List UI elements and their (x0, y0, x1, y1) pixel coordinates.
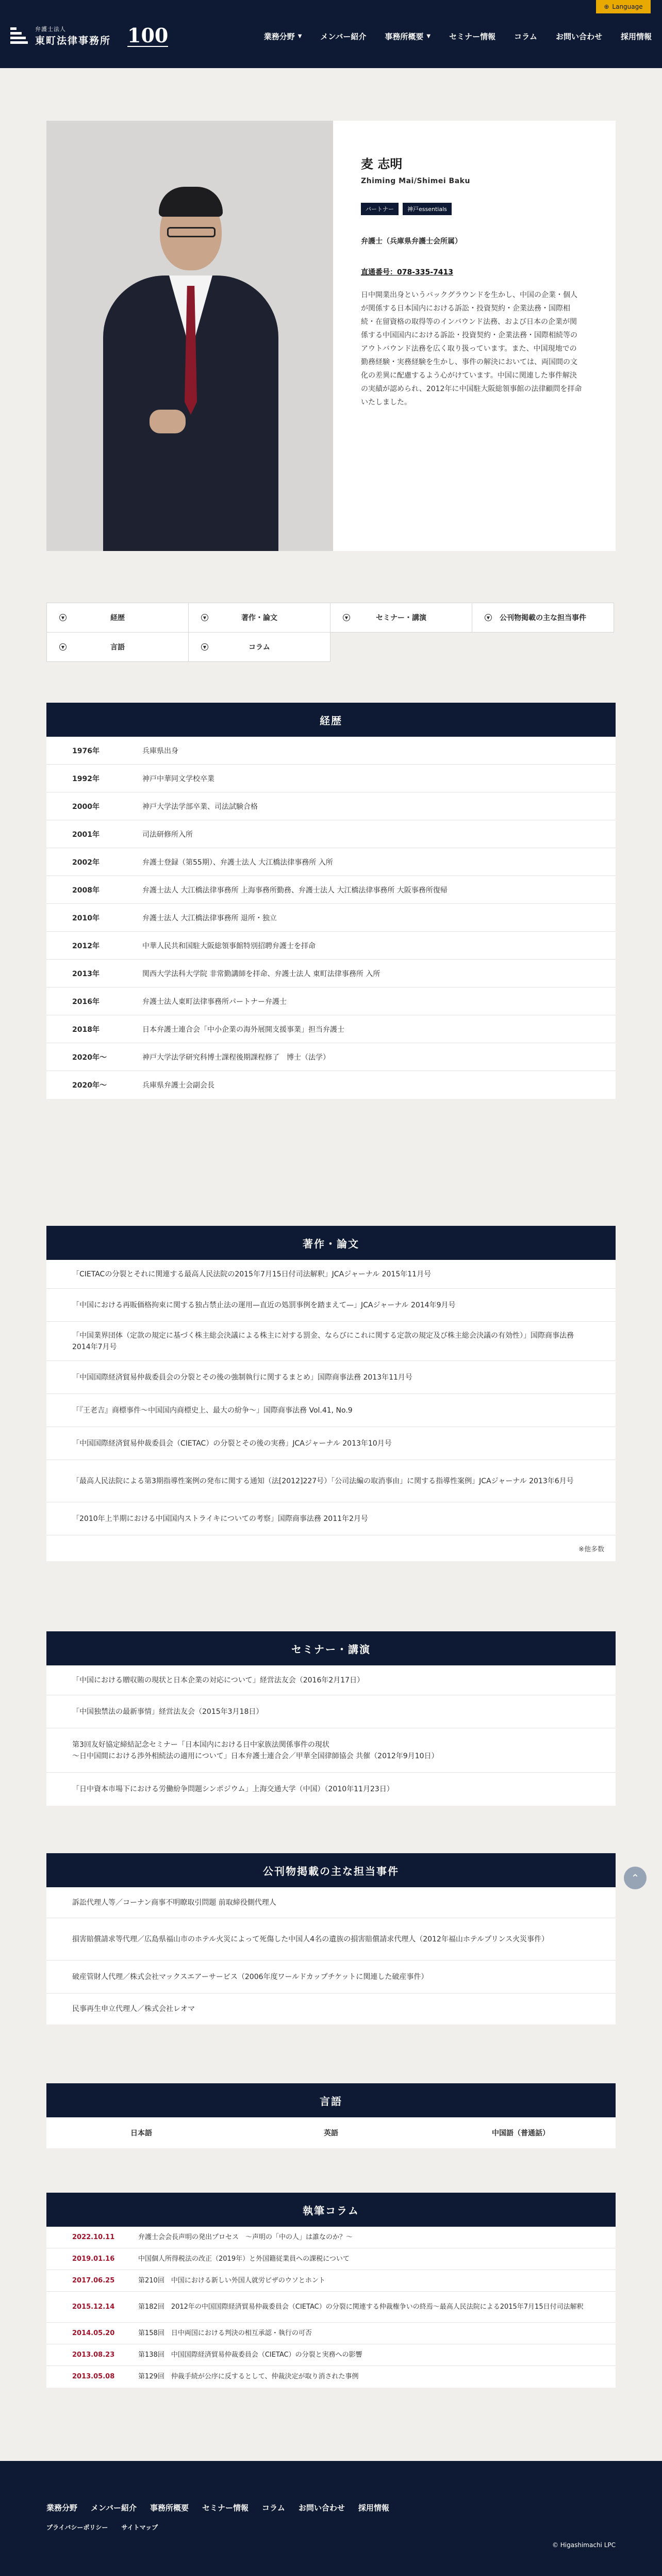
arrow-down-circle-icon: ▼ (485, 614, 492, 621)
column-title: 中国個人所得税法の改正（2019年）と外国籍従業員への課税について (138, 2255, 350, 2263)
column-link[interactable] (46, 2270, 616, 2292)
list-item: 訴訟代理人等／コーナン商事不明瞭取引問題 前取締役側代理人 (46, 1887, 616, 1918)
arrow-down-circle-icon: ▼ (343, 614, 350, 621)
columns-section (46, 2193, 616, 2388)
column-date: 2019.01.16 (72, 2255, 115, 2263)
logo-subtitle: 弁護士法人 (35, 26, 66, 33)
footer-link[interactable]: 事務所概要 (150, 2503, 189, 2513)
column-date: 2017.06.25 (72, 2276, 115, 2285)
section-title: 著作・論文 (46, 1226, 616, 1260)
footer-link[interactable]: お問い合わせ (298, 2503, 345, 2513)
profile-card (46, 121, 616, 551)
profile-tel-link[interactable]: 直通番号：078-335-7413 (361, 268, 454, 277)
arrow-down-circle-icon: ▼ (59, 643, 67, 651)
column-link[interactable] (46, 2344, 616, 2366)
tab-seminars[interactable]: ▼ セミナー・講演 (330, 603, 472, 633)
list-item: 「中国における贈収賄の現状と日本企業の対応について」経営法友会（2016年2月17日） (46, 1665, 616, 1695)
column-link[interactable] (46, 2323, 616, 2344)
footer-link[interactable]: セミナー情報 (202, 2503, 249, 2513)
footer-link[interactable]: 業務分野 (46, 2503, 78, 2513)
career-row: 2012年 中華人民共和国駐大阪総領事館特別招聘弁護士を拝命 (46, 932, 616, 960)
column-title: 第138回 中国国際経済貿易仲裁委員会（CIETAC）の分裂と実務への影響 (138, 2351, 362, 2359)
column-link[interactable] (46, 2366, 616, 2388)
career-row: 2020年～ 兵庫県弁護士会副会長 (72, 1081, 214, 1090)
globe-icon: ⊕ (604, 3, 609, 10)
column-title: 第129回 仲裁手続が公序に反するとして、仲裁決定が取り消された事例 (138, 2373, 359, 2380)
chevron-down-icon: ▼ (297, 34, 302, 39)
footer-link[interactable]: 採用情報 (358, 2503, 389, 2513)
sitemap-link[interactable]: サイトマップ (121, 2524, 158, 2531)
column-title: 第210回 中国における新しい外国人就労ビザのウソとホント (138, 2276, 325, 2285)
language-label: Language (612, 3, 643, 10)
footer-link[interactable]: コラム (262, 2503, 285, 2513)
list-item: 「中国における再販価格拘束に関する独占禁止法の運用—直近の処罰事例を踏まえて—」JCAジャーナル 2014年9月号 (46, 1289, 616, 1322)
list-item: 民事再生申立代理人／株式会社レオマ (72, 2005, 195, 2013)
nav-business[interactable]: 業務分野 ▼ (263, 32, 302, 41)
publications-section (46, 1226, 616, 1561)
language-item: 英語 (324, 2129, 338, 2137)
footer-nav (46, 2502, 389, 2513)
career-row: 2001年 司法研修所入所 (46, 820, 616, 848)
scroll-to-top-button[interactable] (624, 1867, 647, 1889)
career-row: 1992年 神戸中華同文学校卒業 (46, 765, 616, 792)
career-section (46, 703, 616, 1099)
column-date: 2014.05.20 (72, 2329, 115, 2337)
lawyer-photo (46, 121, 333, 551)
profile-name-en: Zhiming Mai/Shimei Baku (361, 177, 470, 185)
column-link[interactable] (46, 2292, 616, 2323)
career-row: 2018年 日本弁護士連合会「中小企業の海外展開支援事業」担当弁護士 (46, 1015, 616, 1043)
list-item: 「中国国際経済貿易仲裁委員会（CIETAC）の分裂とその後の実務」JCAジャーナル 2013年10月号 (46, 1427, 616, 1460)
tab-career[interactable]: ▼ 経歴 (46, 603, 189, 633)
nav-seminars[interactable]: セミナー情報 (449, 32, 496, 41)
career-row: 2008年 弁護士法人 大江橋法律事務所 上海事務所勤務、弁護士法人 大江橋法律事務所 大阪事務所復帰 (46, 876, 616, 904)
tag-kobe-resident: 神戸essentials (403, 203, 452, 215)
arrow-up-icon: ⌃ (631, 1872, 640, 1884)
section-title: 公刊物掲載の主な担当事件 (46, 1853, 616, 1887)
cases-section (46, 1853, 616, 2024)
logo-mark-icon (10, 26, 28, 46)
list-item: 第3回友好協定締結記念セミナー「日本国内における日中家族法関係事件の現状 〜日中国間における渉外相続法の適用について」日本弁護士連合会／甲華全国律師協会 共催（2012年9月10日） (46, 1728, 616, 1773)
column-title: 弁護士会会長声明の発出プロセス 〜声明の「中の人」は誰なのか？〜 (138, 2233, 353, 2241)
languages-section (46, 2083, 616, 2148)
list-item: 「最高人民法院による第3期指導性案例の発布に関する通知（法[2012]227号）「公司法編の取消事由」に関する指導性案例」JCAジャーナル 2013年6月号 (46, 1460, 616, 1502)
list-item: 「『王老吉』商標事件〜中国国内商標史上、最大の紛争〜」国際商事法務 Vol.41, No.9 (46, 1394, 616, 1427)
section-title: 執筆コラム (46, 2193, 616, 2227)
chevron-down-icon: ▼ (426, 34, 431, 39)
column-title: 第158回 日中両国における判決の相互承認・執行の可否 (138, 2329, 312, 2337)
arrow-down-circle-icon: ▼ (59, 614, 67, 621)
more-note: ※他多数 (578, 1546, 604, 1553)
site-logo[interactable] (10, 25, 168, 47)
language-item: 日本語 (130, 2129, 152, 2137)
list-item: 「CIETACの分裂とそれに関連する最高人民法院の2015年7月15日付司法解釈」JCAジャーナル 2015年11月号 (46, 1260, 616, 1289)
privacy-policy-link[interactable]: プライバシーポリシー (46, 2524, 108, 2531)
global-nav (264, 31, 652, 42)
list-item: 「2010年上半期における中国国内ストライキについての考察」国際商事法務 2011年2月号 (46, 1502, 616, 1535)
site-footer (0, 2461, 662, 2576)
site-header (0, 0, 662, 68)
anchor-tabs (46, 603, 616, 661)
tab-columns[interactable]: ▼ コラム (188, 632, 330, 662)
column-date: 2013.08.23 (72, 2351, 115, 2359)
tab-publications[interactable]: ▼ 著作・論文 (188, 603, 330, 633)
career-row: 1976年 兵庫県出身 (46, 737, 616, 765)
list-item: 「中国独禁法の最新事情」経営法友会（2015年3月18日） (46, 1695, 616, 1728)
tab-languages[interactable]: ▼ 言語 (46, 632, 189, 662)
arrow-down-circle-icon: ▼ (201, 643, 208, 651)
career-row: 2002年 弁護士登録（第55期）、弁護士法人 大江橋法律事務所 入所 (46, 848, 616, 876)
nav-contact[interactable]: お問い合わせ (555, 32, 602, 41)
list-item: 損害賠償請求等代理／広島県福山市のホテル火災によって死傷した中国人4名の遺族の損害賠償請求代理人（2012年福山ホテルプリンス火災事件） (46, 1918, 616, 1961)
arrow-down-circle-icon: ▼ (201, 614, 208, 621)
section-title: 経歴 (46, 703, 616, 737)
profile-name: 麦 志明 (361, 156, 403, 171)
seminars-section (46, 1631, 616, 1806)
profile-bio: 日中開業出身というバックグラウンドを生かし、中国の企業・個人が関係する日本国内における訴訟・投資契約・企業法務・国際相続・在留資格の取得等のインバウンド法務、および日本の企業が関係する中国国内における訴訟・投資契約・企業法務・国際相続等のアウトバウンド法務を広く取り扱っています。また、中国現地での勤務経験・実務経験を生かし、事件の解決においては、両国間の文化の差異に配慮するよう心がけています。中国に関連した事件解決の実績が認められ、2012年に中国駐大阪総領事館の法律顧問を拝命いたしました。 (361, 291, 582, 407)
section-title: 言語 (46, 2083, 616, 2117)
career-row: 2016年 弁護士法人東町法律事務所パートナー弁護士 (46, 987, 616, 1015)
section-title: セミナー・講演 (46, 1631, 616, 1665)
list-item: 「中国国際経済貿易仲裁委員会の分裂とその後の強制執行に関するまとめ」国際商事法務 2013年11月号 (46, 1361, 616, 1394)
career-row: 2010年 弁護士法人 大江橋法律事務所 退所・独立 (46, 904, 616, 932)
career-row: 2020年～ 神戸大学法学研究科博士課程後期課程修了 博士（法学） (46, 1043, 616, 1071)
column-date: 2022.10.11 (72, 2233, 115, 2241)
list-item: 「日中資本市場下における労働紛争問題シンポジウム」上海交通大学（中国）（2010年11月23日） (72, 1785, 394, 1793)
logo-100-anniversary: 100 (127, 23, 169, 47)
profile-license: 弁護士（兵庫県弁護士会所属） (361, 237, 462, 246)
career-row: 2000年 神戸大学法学部卒業、司法試験合格 (46, 792, 616, 820)
career-row: 2013年 関西大学法科大学院 非常勤講師を拝命、弁護士法人 東町法律事務所 入所 (46, 960, 616, 987)
column-link[interactable] (46, 2248, 616, 2270)
list-item: 破産管財人代理／株式会社マックスエアーサービス（2006年度ワールドカップチケットに関連した破産事件） (46, 1961, 616, 1994)
tag-partner: パートナー (361, 203, 399, 215)
footer-subnav (46, 2523, 158, 2532)
nav-column[interactable]: コラム (514, 32, 537, 41)
nav-office[interactable]: 事務所概要 ▼ (385, 32, 431, 41)
copyright: © Higashimachi LPC (552, 2541, 616, 2549)
column-title: 第182回 2012年の中国国際経済貿易仲裁委員会（CIETAC）の分裂に関連する仲裁権争いの終焉〜最高人民法院による2015年7月15日付司法解釈 (138, 2303, 584, 2311)
language-item: 中国語（普通話） (492, 2129, 550, 2137)
language-button[interactable] (596, 0, 651, 13)
nav-members[interactable]: メンバー紹介 (320, 32, 367, 41)
column-link[interactable] (46, 2227, 616, 2248)
career-list (46, 737, 616, 1099)
list-item: 「中国業界団体（定款の規定に基づく株主総会決議による株主に対する罰金、ならびにこれに関する定款の規定及び株主総会決議の有効性）」国際商事法務 2014年7月号 (46, 1322, 616, 1361)
column-date: 2015.12.14 (72, 2303, 115, 2311)
nav-recruit[interactable]: 採用情報 (620, 32, 652, 41)
footer-link[interactable]: メンバー紹介 (91, 2503, 137, 2513)
logo-title: 東町法律事務所 (35, 35, 111, 46)
column-date: 2013.05.08 (72, 2373, 115, 2380)
tab-cases[interactable]: ▼ 公刊物掲載の主な担当事件 (472, 603, 614, 633)
